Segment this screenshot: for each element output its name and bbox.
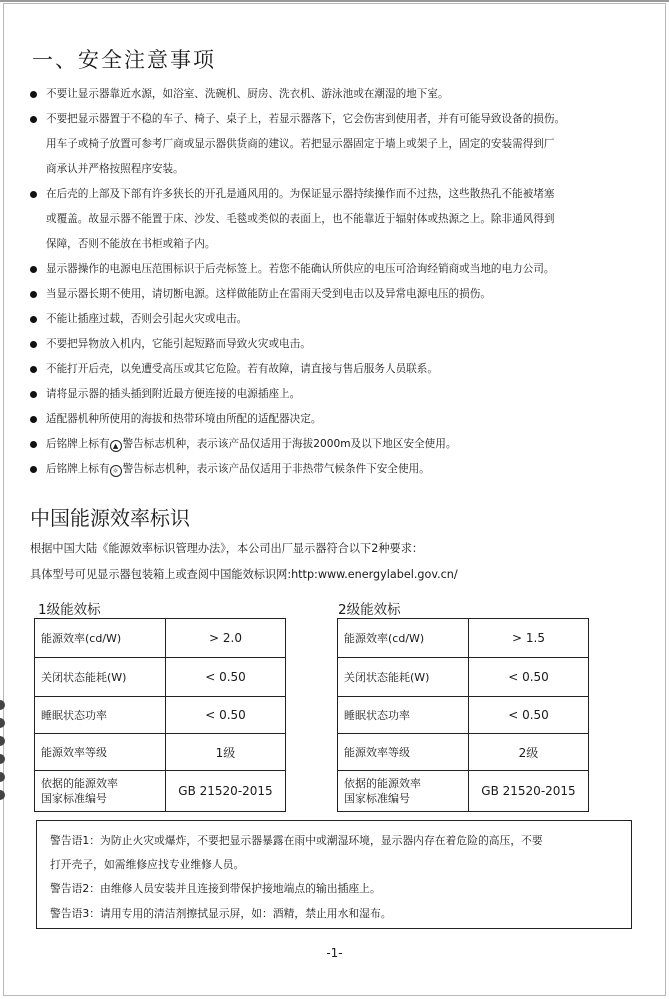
page-top-edge xyxy=(0,0,669,2)
table-row: 关闭状态能耗(W) < 0.50 xyxy=(338,658,589,697)
table-row: 能源效率等级 1级 xyxy=(35,734,286,771)
warning-3: 警告语3：请用专用的清洁剂擦拭显示屏，如：酒精，禁止用水和湿布。 xyxy=(50,907,392,920)
table-row: 能源效率等级 2级 xyxy=(338,734,589,771)
page-number: -1- xyxy=(326,946,343,960)
safety-list xyxy=(30,82,620,482)
table-row: 睡眠状态功率 < 0.50 xyxy=(35,697,286,734)
grade1-table xyxy=(34,618,286,812)
table-row: 依据的能源效率 国家标准编号 GB 21520-2015 xyxy=(338,771,589,812)
safety-item: 适配器机种所使用的海拔和热带环境由所配的适配器决定。 xyxy=(30,407,620,432)
warning-1-cont: 打开壳子，如需维修应找专业维修人员。 xyxy=(50,858,245,871)
grade1-title: 1级能效标 xyxy=(38,602,101,618)
table-row: 能源效率(cd/W) > 2.0 xyxy=(35,619,286,658)
safety-item-altitude: 后铭牌上标有 ▲ 警告标志机种，表示该产品仅适用于海拔2000m及以下地区安全使用。 xyxy=(30,432,620,457)
table-row: 睡眠状态功率 < 0.50 xyxy=(338,697,589,734)
grade2-table xyxy=(337,618,589,812)
binding-marks xyxy=(0,700,5,840)
mountain-icon: ▲ xyxy=(110,440,122,452)
energy-label-site: 具体型号可见显示器包装箱上或查阅中国能效标识网:http:www.energylabel.gov.cn/ xyxy=(30,568,458,581)
safety-item: 在后壳的上部及下部有许多狭长的开孔是通风用的。为保证显示器持续操作而不过热，这些散热孔不能被堵塞 或覆盖。故显示器不能置于床、沙发、毛毯或类似的表面上，也不能靠近于辐射体或热源之上。除非通风得到 保障，否则不能放在书柜或箱子内。 xyxy=(30,182,620,257)
safety-item: 不能让插座过载，否则会引起火灾或电击。 xyxy=(30,307,620,332)
table-row: 关闭状态能耗(W) < 0.50 xyxy=(35,658,286,697)
safety-item: 不要把显示器置于不稳的车子、椅子、桌子上，若显示器落下，它会伤害到使用者，并有可能导致设备的损伤。 用车子或椅子放置可参考厂商或显示器供货商的建议。若把显示器固定于墙上或架子上，固定的安装需得到厂 商承认并严格按照程序安装。 xyxy=(30,107,620,182)
safety-item: 请将显示器的插头插到附近最方便连接的电源插座上。 xyxy=(30,382,620,407)
safety-item-tropical: 后铭牌上标有 ☼ 警告标志机种，表示该产品仅适用于非热带气候条件下安全使用。 xyxy=(30,457,620,482)
table-row: 依据的能源效率 国家标准编号 GB 21520-2015 xyxy=(35,771,286,812)
table-row: 能源效率(cd/W) > 1.5 xyxy=(338,619,589,658)
safety-item: 显示器操作的电源电压范围标识于后壳标签上。若您不能确认所供应的电压可洽询经销商或当地的电力公司。 xyxy=(30,257,620,282)
grade2-title: 2级能效标 xyxy=(338,602,401,618)
warning-2: 警告语2：由维修人员安装并且连接到带保护接地端点的输出插座上。 xyxy=(50,882,381,895)
safety-item: 不要让显示器靠近水源，如浴室、洗碗机、厨房、洗衣机、游泳池或在潮湿的地下室。 xyxy=(30,82,620,107)
safety-section-title: 一、安全注意事项 xyxy=(32,48,216,72)
safety-item: 不能打开后壳，以免遭受高压或其它危险。若有故障，请直接与售后服务人员联系。 xyxy=(30,357,620,382)
warning-box xyxy=(36,820,632,929)
energy-intro: 根据中国大陆《能源效率标识管理办法》，本公司出厂显示器符合以下2种要求： xyxy=(30,542,424,555)
safety-item: 当显示器长期不使用，请切断电源。这样做能防止在雷雨天受到电击以及异常电源电压的损伤。 xyxy=(30,282,620,307)
warning-1: 警告语1：为防止火灾或爆炸，不要把显示器暴露在雨中或潮湿环境，显示器内存在着危险的高压，不要 xyxy=(50,834,543,847)
safety-item: 不要把异物放入机内，它能引起短路而导致火灾或电击。 xyxy=(30,332,620,357)
energy-section-title: 中国能源效率标识 xyxy=(30,506,190,530)
tropical-icon: ☼ xyxy=(110,465,122,477)
